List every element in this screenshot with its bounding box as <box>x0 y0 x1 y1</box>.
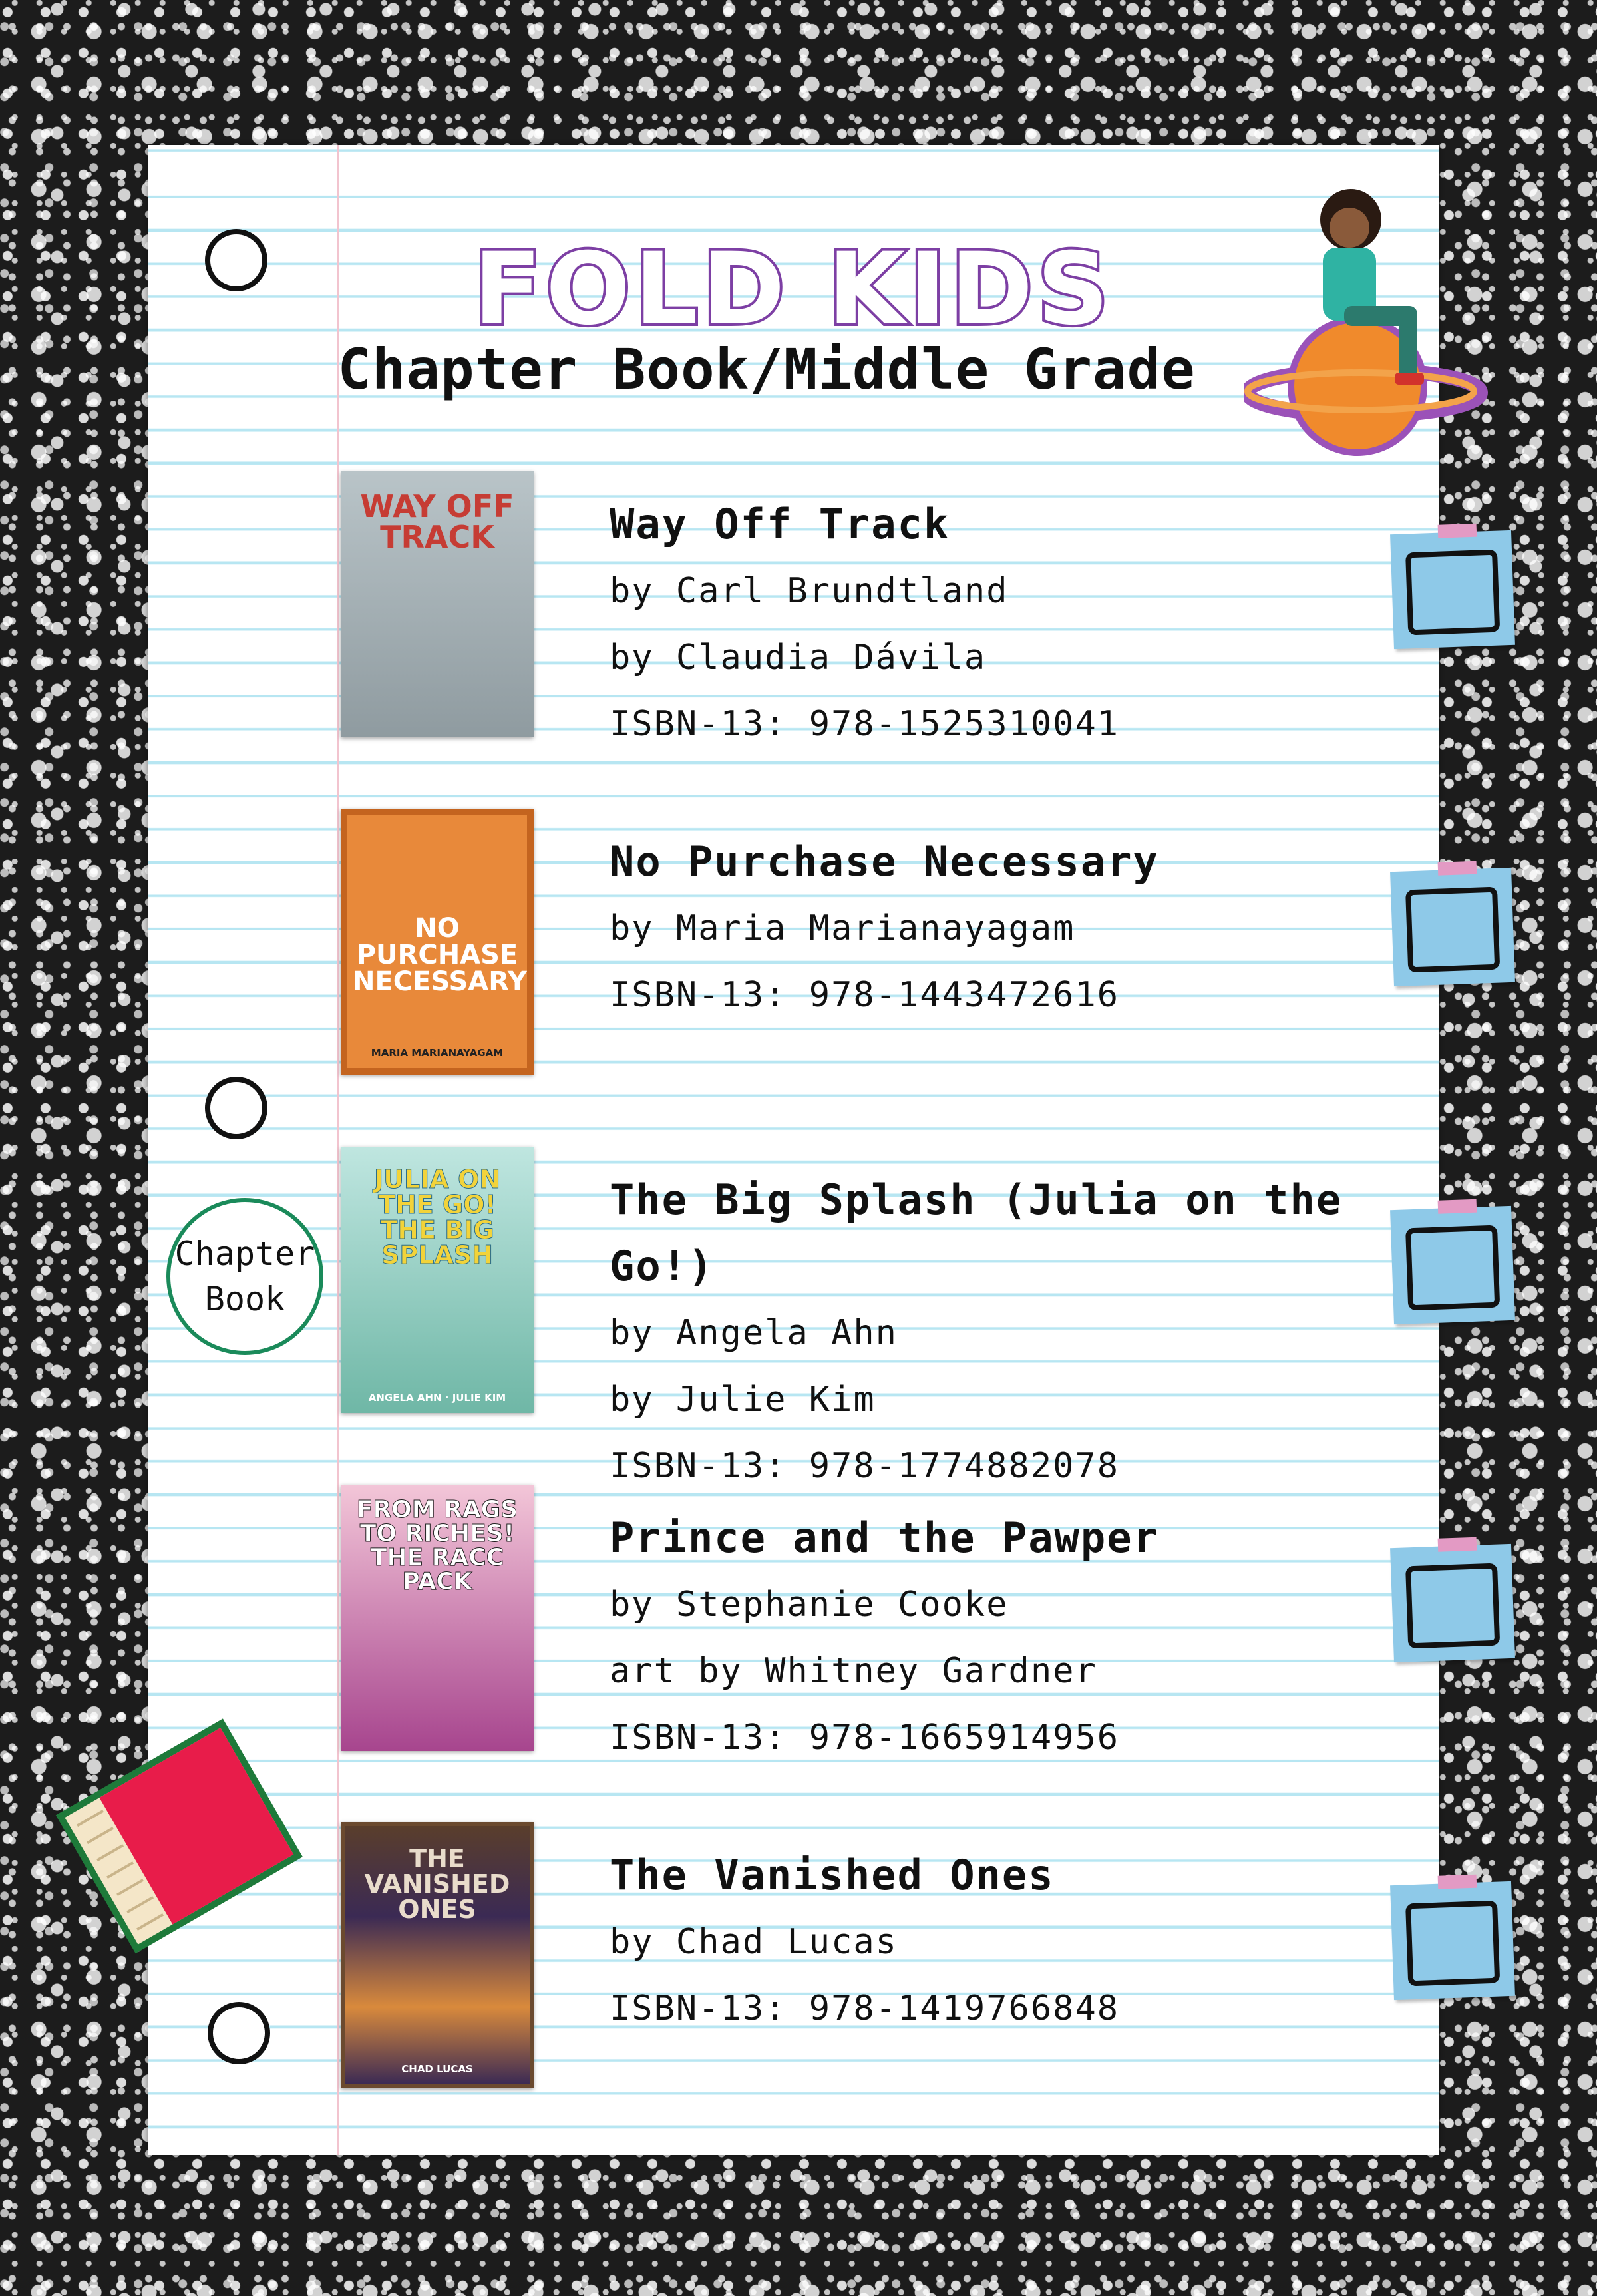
book-info <box>610 1167 1405 1499</box>
book-info <box>610 491 1119 757</box>
book-cover-title: THE VANISHED ONES <box>364 1844 510 1924</box>
margin-line <box>337 145 339 2155</box>
book-item <box>341 471 1405 751</box>
book-illustrator: by Claudia Dávila <box>610 638 987 677</box>
book-info <box>610 1842 1119 2042</box>
red-book-illustration <box>47 1704 313 1983</box>
book-cover-author: ANGELA AHN · JULIE KIM <box>368 1392 506 1404</box>
book-title: The Vanished Ones <box>610 1851 1055 1899</box>
book-author: by Carl Brundtland <box>610 571 1009 611</box>
page-title: FOLD KIDS <box>473 232 1113 347</box>
book-cover[interactable] <box>341 1822 534 2088</box>
checkbox-square-icon <box>1405 887 1500 973</box>
tape-icon <box>1438 1199 1477 1214</box>
book-title: Prince and the Pawper <box>610 1513 1159 1562</box>
book-cover[interactable] <box>341 1485 534 1751</box>
checkbox-square-icon <box>1405 550 1500 636</box>
tape-icon <box>1438 1537 1477 1552</box>
checkbox[interactable] <box>1390 868 1515 986</box>
book-isbn: ISBN-13: 978-1443472616 <box>610 975 1120 1015</box>
checkbox[interactable] <box>1390 1544 1515 1662</box>
book-cover-title: JULIA ON THE GO! THE BIG SPLASH <box>373 1165 501 1270</box>
book-isbn: ISBN-13: 978-1774882078 <box>610 1446 1120 1486</box>
binder-hole-middle <box>205 1077 267 1139</box>
checkbox[interactable] <box>1390 1206 1515 1324</box>
book-cover-title: NO PURCHASE NECESSARY <box>353 913 527 997</box>
binder-hole-bottom <box>208 2002 270 2064</box>
book-info <box>610 1505 1159 1771</box>
book-cover[interactable] <box>341 471 534 737</box>
book-cover[interactable] <box>341 1147 534 1413</box>
book-item <box>341 1822 1405 2102</box>
book-info <box>610 829 1159 1028</box>
page-subtitle: Chapter Book/Middle Grade <box>337 337 1196 402</box>
checkbox[interactable] <box>1390 1881 1515 2000</box>
checkbox[interactable] <box>1390 530 1515 649</box>
book-title: No Purchase Necessary <box>610 837 1159 886</box>
book-author: by Maria Marianayagam <box>610 908 1075 948</box>
tape-icon <box>1438 524 1477 538</box>
book-item <box>341 809 1405 1088</box>
book-illustrator: by Julie Kim <box>610 1380 876 1420</box>
book-cover[interactable] <box>341 809 534 1075</box>
book-isbn: ISBN-13: 978-1665914956 <box>610 1718 1120 1758</box>
checkbox-square-icon <box>1405 1563 1500 1649</box>
book-author: by Angela Ahn <box>610 1313 898 1353</box>
book-isbn: ISBN-13: 978-1419766848 <box>610 1989 1120 2028</box>
book-cover-title: WAY OFF TRACK <box>360 488 514 555</box>
chapter-book-badge: Chapter Book <box>166 1198 323 1355</box>
book-title: Way Off Track <box>610 500 950 548</box>
girl-on-planet-illustration <box>1244 173 1491 459</box>
book-item <box>341 1485 1405 1764</box>
tape-icon <box>1438 861 1477 876</box>
book-cover-author: CHAD LUCAS <box>401 2063 473 2075</box>
book-isbn: ISBN-13: 978-1525310041 <box>610 704 1120 744</box>
book-cover-author: MARIA MARIANAYAGAM <box>371 1047 504 1059</box>
book-author: by Chad Lucas <box>610 1922 898 1962</box>
checkbox-square-icon <box>1405 1901 1500 1987</box>
book-item <box>341 1147 1405 1486</box>
book-illustrator: art by Whitney Gardner <box>610 1651 1097 1691</box>
checkbox-square-icon <box>1405 1225 1500 1311</box>
book-author: by Stephanie Cooke <box>610 1585 1009 1625</box>
tape-icon <box>1438 1875 1477 1889</box>
book-cover-title: FROM RAGS TO RICHES! THE RACC PACK <box>356 1496 518 1595</box>
book-title: The Big Splash (Julia on the Go!) <box>610 1175 1343 1290</box>
